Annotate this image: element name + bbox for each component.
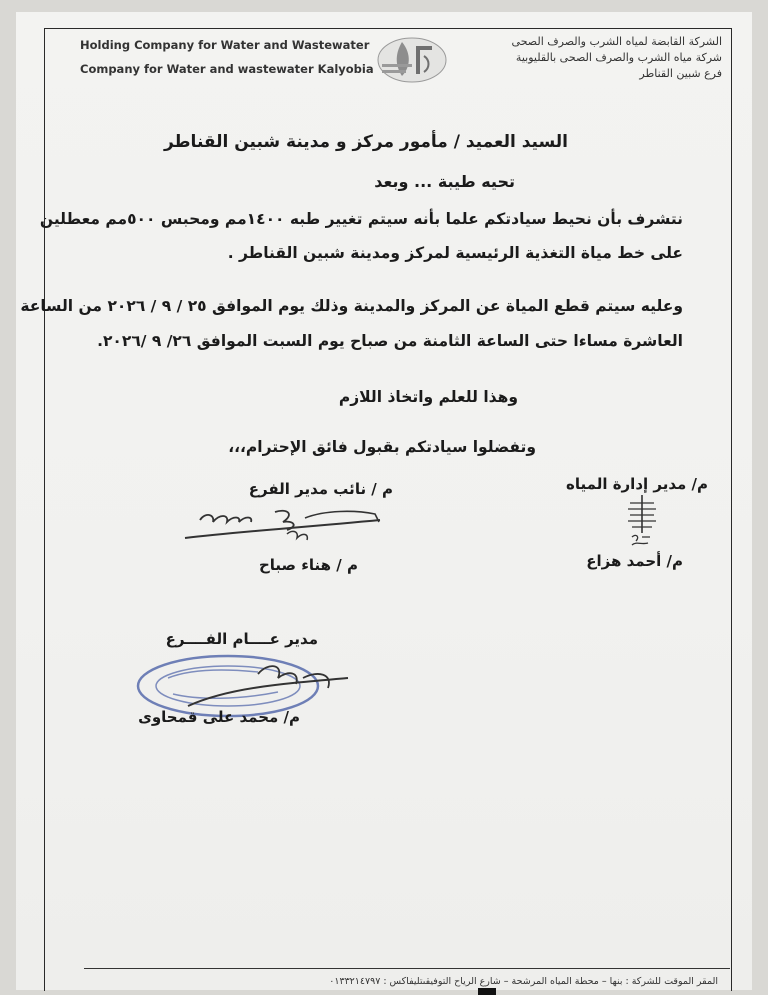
general-manager-title: مدير عــــام الفــــرع <box>165 630 318 648</box>
general-manager-name: م/ محمد على قمحاوى <box>138 708 300 726</box>
header-en-line2: Company for Water and wastewater Kalyobia <box>80 62 374 76</box>
page-edge-mark <box>478 988 496 995</box>
para1-line1: نتشرف بأن نحيط سيادتكم علما بأنه سيتم تغيير طبه ١٤٠٠مم ومحبس ٥٠٠مم معطلين <box>39 210 683 228</box>
para2-line1: وعليه سيتم قطع المياة عن المركز والمدينة وذلك يوم الموافق ٢٥ / ٩ / ٢٠٢٦ من الساعة <box>20 297 683 315</box>
closing-line: وتفضلوا سيادتكم بقبول فائق الإحترام،،، <box>228 438 536 456</box>
para1-line2: على خط مياة التغذية الرئيسية لمركز ومدينة شبين القناطر . <box>227 244 683 262</box>
water-manager-signature-icon <box>622 493 664 553</box>
addressee: السيد العميد / مأمور مركز و مدينة شبين القناطر <box>163 132 568 152</box>
greeting: تحيه طيبة ... وبعد <box>374 172 515 191</box>
footer-address: المقر الموقت للشركة : بنها – محطة المياه المرشحة – شارع الرياح التوفيقىتليفاكس : ٠١٣٣٢١٤٧٩٧ <box>329 976 718 987</box>
para2-line2: العاشرة مساءا حتى الساعة الثامنة من صباح يوم السبت الموافق ٢٦/ ٩ /٢٠٢٦. <box>97 332 683 350</box>
notice-line: وهذا للعلم واتخاذ اللازم <box>338 388 518 406</box>
deputy-title: م / نائب مدير الفرع <box>248 480 393 498</box>
water-manager-title: م/ مدير إدارة المياه <box>566 475 708 493</box>
header-en-line1: Holding Company for Water and Wastewater <box>80 38 370 52</box>
deputy-signature-icon <box>175 500 395 550</box>
company-logo-icon <box>372 34 454 86</box>
footer-divider <box>84 968 730 969</box>
header-ar-line1: الشركة القابضة لمياه الشرب والصرف الصحى <box>511 35 722 48</box>
deputy-name: م / هناء صباح <box>258 556 358 574</box>
water-manager-name: م/ أحمد هزاع <box>586 552 683 570</box>
header-ar-line3: فرع شبين القناطر <box>639 67 722 80</box>
header-ar-line2: شركة مياه الشرب والصرف الصحى بالقليوبية <box>515 51 722 64</box>
